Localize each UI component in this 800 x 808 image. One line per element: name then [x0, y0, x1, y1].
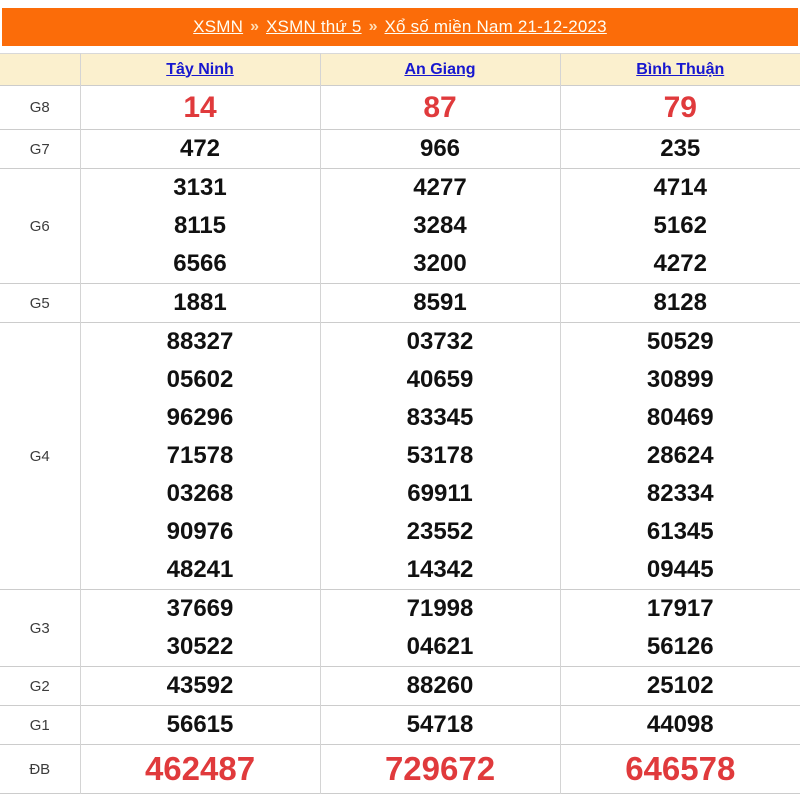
prize-label: G5 [0, 284, 80, 323]
result-number: 5162 [561, 207, 800, 245]
prize-label: G1 [0, 706, 80, 745]
result-number: 8115 [81, 207, 320, 245]
lottery-results-table [0, 53, 800, 794]
prize-row-g1 [0, 706, 800, 745]
breadcrumb-link-xsmn-thu-5[interactable]: XSMN thứ 5 [266, 17, 362, 37]
prize-row-g4 [0, 323, 800, 590]
prize-label: G8 [0, 86, 80, 130]
result-number: 462487 [81, 745, 320, 793]
prize-label: ĐB [0, 745, 80, 794]
breadcrumb-separator: » [250, 18, 259, 36]
prize-row-g3 [0, 590, 800, 667]
result-number: 23552 [321, 513, 560, 551]
result-number: 04621 [321, 628, 560, 666]
result-number: 80469 [561, 399, 800, 437]
result-number: 61345 [561, 513, 800, 551]
result-cell [80, 284, 320, 323]
province-header-tay-ninh [80, 54, 320, 86]
result-cell [80, 86, 320, 130]
result-number: 88327 [81, 323, 320, 361]
result-number: 4272 [561, 245, 800, 283]
result-number: 71998 [321, 590, 560, 628]
breadcrumb-separator: » [369, 18, 378, 36]
result-number: 44098 [561, 706, 800, 744]
result-number: 69911 [321, 475, 560, 513]
result-cell [560, 590, 800, 667]
result-cell [320, 169, 560, 284]
result-number: 37669 [81, 590, 320, 628]
result-cell [560, 86, 800, 130]
result-number: 88260 [321, 667, 560, 705]
result-number: 03732 [321, 323, 560, 361]
result-number: 05602 [81, 361, 320, 399]
breadcrumb-link-date[interactable]: Xổ số miền Nam 21-12-2023 [384, 17, 606, 37]
result-number: 1881 [81, 284, 320, 322]
result-number: 71578 [81, 437, 320, 475]
result-number: 6566 [81, 245, 320, 283]
result-number: 90976 [81, 513, 320, 551]
prize-row-g5 [0, 284, 800, 323]
province-header-binh-thuan [560, 54, 800, 86]
result-number: 96296 [81, 399, 320, 437]
result-number: 17917 [561, 590, 800, 628]
province-link-tay-ninh[interactable]: Tây Ninh [166, 61, 234, 78]
result-number: 03268 [81, 475, 320, 513]
result-number: 8591 [321, 284, 560, 322]
result-cell [80, 590, 320, 667]
prize-label: G4 [0, 323, 80, 590]
result-number: 3200 [321, 245, 560, 283]
result-cell [320, 667, 560, 706]
results-body [0, 86, 800, 794]
prize-row-g8 [0, 86, 800, 130]
prize-row-g7 [0, 130, 800, 169]
prize-row-đb [0, 745, 800, 794]
result-number: 25102 [561, 667, 800, 705]
result-cell [560, 706, 800, 745]
result-cell [560, 745, 800, 794]
result-cell [560, 667, 800, 706]
result-number: 54718 [321, 706, 560, 744]
province-link-an-giang[interactable]: An Giang [404, 61, 475, 78]
result-cell [560, 284, 800, 323]
breadcrumb-link-xsmn[interactable]: XSMN [193, 17, 243, 37]
result-cell [80, 745, 320, 794]
result-cell [80, 323, 320, 590]
result-number: 30522 [81, 628, 320, 666]
result-number: 79 [561, 86, 800, 129]
prize-label: G7 [0, 130, 80, 169]
result-cell [560, 323, 800, 590]
result-cell [320, 590, 560, 667]
result-cell [80, 667, 320, 706]
prize-row-g2 [0, 667, 800, 706]
result-number: 4714 [561, 169, 800, 207]
result-number: 28624 [561, 437, 800, 475]
corner-cell [0, 54, 80, 86]
result-number: 3131 [81, 169, 320, 207]
result-number: 8128 [561, 284, 800, 322]
table-header-row [0, 54, 800, 86]
result-number: 3284 [321, 207, 560, 245]
result-number: 40659 [321, 361, 560, 399]
result-number: 83345 [321, 399, 560, 437]
result-cell [560, 130, 800, 169]
result-cell [80, 169, 320, 284]
prize-label: G2 [0, 667, 80, 706]
result-number: 43592 [81, 667, 320, 705]
result-number: 50529 [561, 323, 800, 361]
result-number: 472 [81, 130, 320, 168]
result-number: 14342 [321, 551, 560, 589]
result-number: 09445 [561, 551, 800, 589]
result-number: 30899 [561, 361, 800, 399]
result-cell [320, 130, 560, 169]
result-cell [320, 284, 560, 323]
prize-label: G3 [0, 590, 80, 667]
result-number: 48241 [81, 551, 320, 589]
result-cell [80, 130, 320, 169]
result-cell [320, 745, 560, 794]
prize-label: G6 [0, 169, 80, 284]
result-number: 56615 [81, 706, 320, 744]
result-number: 4277 [321, 169, 560, 207]
result-cell [320, 86, 560, 130]
province-header-an-giang [320, 54, 560, 86]
result-number: 82334 [561, 475, 800, 513]
result-number: 53178 [321, 437, 560, 475]
breadcrumb [2, 8, 798, 46]
result-number: 235 [561, 130, 800, 168]
result-number: 14 [81, 86, 320, 129]
result-cell [80, 706, 320, 745]
result-cell [560, 169, 800, 284]
province-link-binh-thuan[interactable]: Bình Thuận [636, 61, 724, 78]
result-cell [320, 706, 560, 745]
prize-row-g6 [0, 169, 800, 284]
result-number: 966 [321, 130, 560, 168]
result-number: 56126 [561, 628, 800, 666]
result-number: 87 [321, 86, 560, 129]
result-number: 729672 [321, 745, 560, 793]
result-cell [320, 323, 560, 590]
result-number: 646578 [561, 745, 800, 793]
